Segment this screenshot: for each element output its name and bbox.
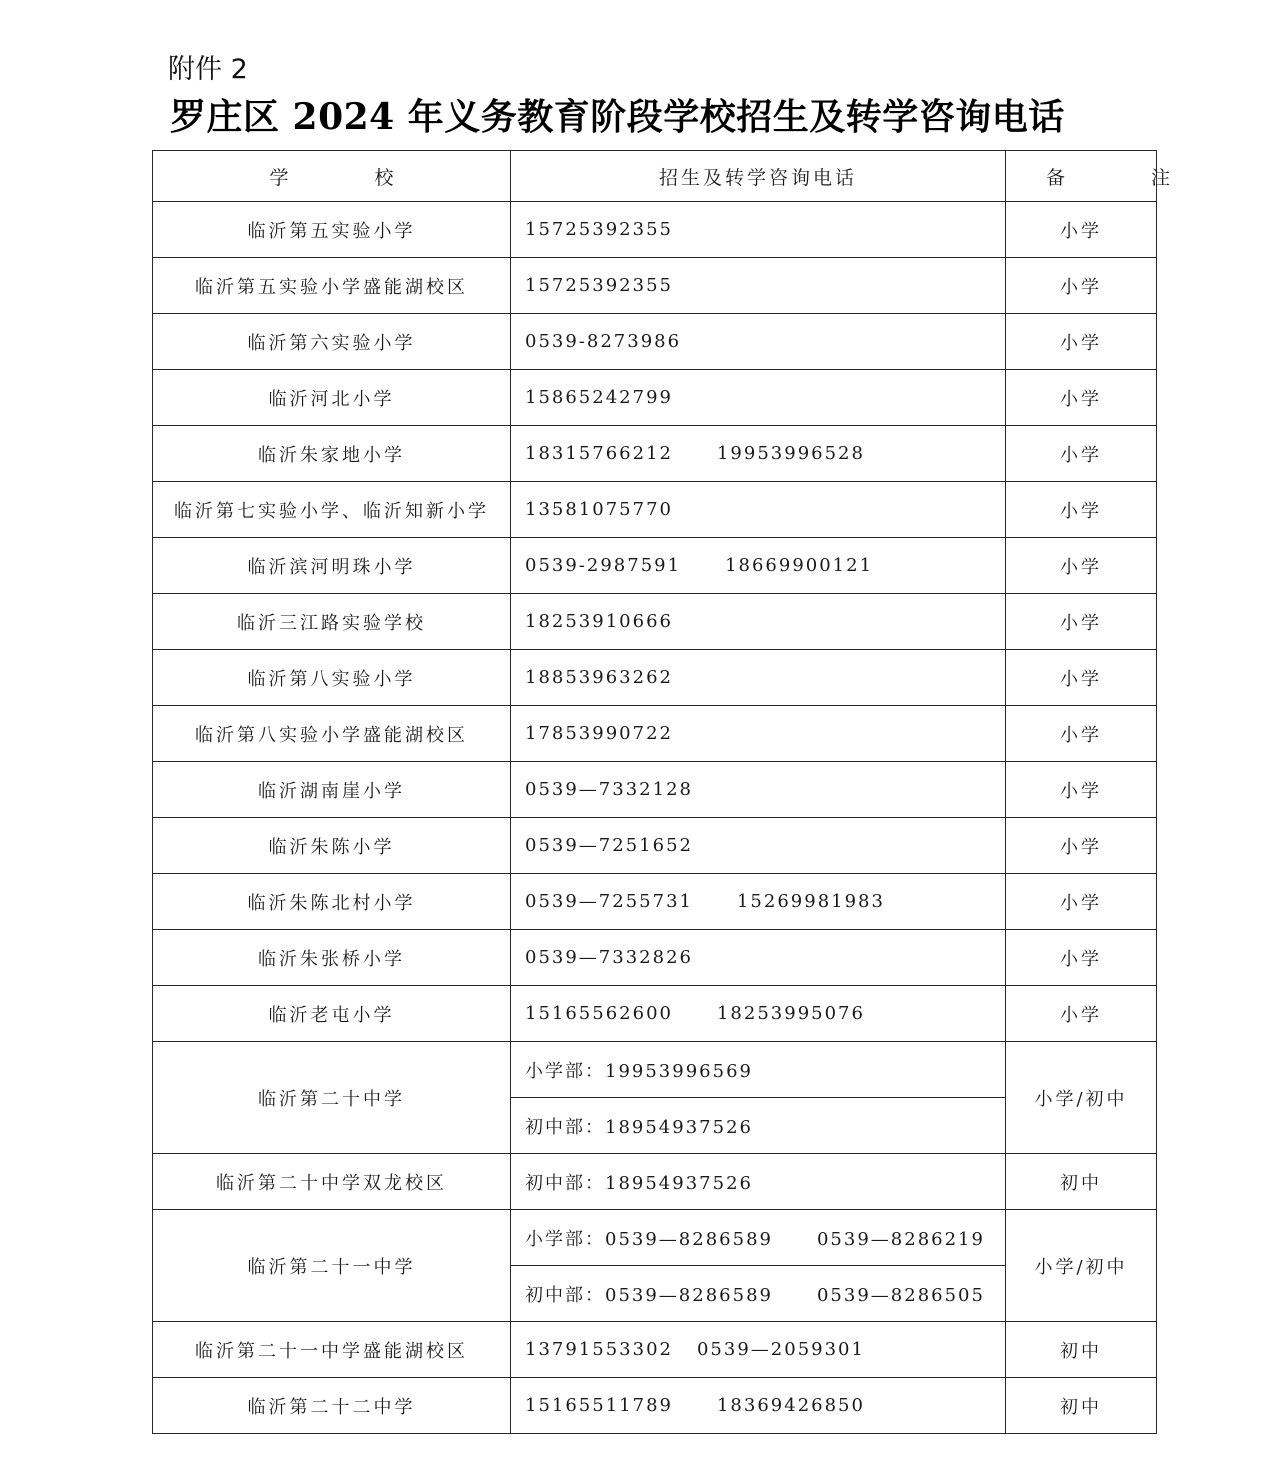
- table-body-secondary: [153, 1042, 1157, 1434]
- school-name: 临沂第五实验小学: [153, 202, 511, 258]
- contact-table-container: [152, 150, 1211, 1434]
- phone-cell: [511, 930, 1006, 986]
- school-name: 临沂第五实验小学盛能湖校区: [153, 258, 511, 314]
- phone-cell: [511, 706, 1006, 762]
- phone-cell: [511, 370, 1006, 426]
- phone-number: 15269981983: [736, 891, 885, 912]
- contact-table: [152, 150, 1211, 1434]
- phone-number: 13791553302: [525, 1339, 673, 1360]
- school-name: 临沂第二十一中学: [153, 1210, 511, 1322]
- phone-number: 0539—7332128: [525, 779, 693, 800]
- phone-number: 15865242799: [525, 387, 673, 408]
- table-row: [153, 426, 1157, 482]
- phone-number: 18253910666: [525, 611, 673, 632]
- note-cell: 初中: [1006, 1154, 1157, 1210]
- phone-label: 初中部：: [525, 1284, 605, 1306]
- note-cell: 小学: [1006, 930, 1157, 986]
- phone-number: 0539-8273986: [525, 331, 682, 352]
- school-name: 临沂三江路实验学校: [153, 594, 511, 650]
- header-school: 学 校: [153, 151, 511, 202]
- phone-number: 18315766212: [525, 443, 673, 464]
- note-cell: 初中: [1006, 1378, 1157, 1434]
- table-row: [153, 1210, 1157, 1266]
- phone-number: 18369426850: [716, 1395, 865, 1416]
- phone-cell: [511, 594, 1006, 650]
- phone-number: 19953996528: [716, 443, 865, 464]
- note-cell: 小学: [1006, 986, 1157, 1042]
- phone-cell: [511, 202, 1006, 258]
- phone-number: 0539—8286589: [605, 1284, 773, 1306]
- table-row: [153, 258, 1157, 314]
- phone-cell: [511, 1042, 1006, 1098]
- school-name: 临沂第七实验小学、临沂知新小学: [153, 482, 511, 538]
- phone-number: 18669900121: [725, 555, 874, 576]
- note-cell: 小学: [1006, 482, 1157, 538]
- phone-number: 0539—7251652: [525, 835, 693, 856]
- phone-cell: [511, 1266, 1006, 1322]
- note-cell: 小学: [1006, 874, 1157, 930]
- note-cell: 小学: [1006, 594, 1157, 650]
- phone-cell: [511, 482, 1006, 538]
- table-row: [153, 1322, 1157, 1378]
- table-row: [153, 202, 1157, 258]
- note-cell: 小学/初中: [1006, 1042, 1157, 1154]
- phone-cell: [511, 314, 1006, 370]
- school-name: 临沂朱陈北村小学: [153, 874, 511, 930]
- note-cell: 小学: [1006, 426, 1157, 482]
- phone-label: 小学部：: [525, 1060, 605, 1082]
- note-cell: 初中: [1006, 1322, 1157, 1378]
- school-name: 临沂第八实验小学: [153, 650, 511, 706]
- phone-number: 0539—8286505: [816, 1284, 985, 1306]
- school-name: 临沂朱家地小学: [153, 426, 511, 482]
- table-row: [153, 986, 1157, 1042]
- phone-number: 18954937526: [605, 1116, 753, 1138]
- phone-cell: [511, 1378, 1006, 1434]
- phone-number: 15165511789: [525, 1395, 673, 1416]
- phone-cell: [511, 1210, 1006, 1266]
- phone-cell: [511, 538, 1006, 594]
- table-row: [153, 482, 1157, 538]
- table-row: [153, 538, 1157, 594]
- school-name: 临沂湖南崖小学: [153, 762, 511, 818]
- phone-number: 18853963262: [525, 667, 673, 688]
- phone-cell: [511, 762, 1006, 818]
- phone-label: 初中部：: [525, 1116, 605, 1138]
- phone-number: 0539—8286219: [816, 1228, 985, 1250]
- table-row: [153, 1378, 1157, 1434]
- school-name: 临沂第八实验小学盛能湖校区: [153, 706, 511, 762]
- phone-number: 19953996569: [605, 1060, 753, 1082]
- phone-number: 15725392355: [525, 219, 673, 240]
- note-cell: 小学: [1006, 258, 1157, 314]
- note-cell: 小学: [1006, 650, 1157, 706]
- school-name: 临沂第二十中学: [153, 1042, 511, 1154]
- table-body: [153, 202, 1157, 1042]
- document-title: 罗庄区 2024 年义务教育阶段学校招生及转学咨询电话: [170, 96, 1065, 138]
- note-cell: 小学: [1006, 538, 1157, 594]
- phone-number: 0539—7332826: [525, 947, 693, 968]
- table-row: [153, 874, 1157, 930]
- note-cell: 小学: [1006, 818, 1157, 874]
- phone-label: 小学部：: [525, 1228, 605, 1250]
- table-row: [153, 650, 1157, 706]
- school-name: 临沂河北小学: [153, 370, 511, 426]
- table-row: [153, 762, 1157, 818]
- note-cell: 小学: [1006, 314, 1157, 370]
- school-name: 临沂滨河明珠小学: [153, 538, 511, 594]
- phone-label: 初中部：: [525, 1172, 605, 1194]
- table-row: [153, 930, 1157, 986]
- phone-cell: [511, 874, 1006, 930]
- note-cell: 小学: [1006, 706, 1157, 762]
- school-name: 临沂朱张桥小学: [153, 930, 511, 986]
- school-name: 临沂朱陈小学: [153, 818, 511, 874]
- header-phone: 招生及转学咨询电话: [511, 151, 1006, 202]
- table-row: [153, 818, 1157, 874]
- phone-cell: [511, 650, 1006, 706]
- phone-cell: [511, 1322, 1006, 1378]
- table-header-row: [153, 151, 1157, 202]
- phone-number: 0539-2987591: [525, 555, 682, 576]
- school-name: 临沂老屯小学: [153, 986, 511, 1042]
- phone-number: 13581075770: [525, 499, 673, 520]
- table-row: [153, 370, 1157, 426]
- table-row: [153, 706, 1157, 762]
- phone-number: 0539—2059301: [696, 1339, 865, 1360]
- note-cell: 小学/初中: [1006, 1210, 1157, 1322]
- school-name: 临沂第二十一中学盛能湖校区: [153, 1322, 511, 1378]
- table-row: [153, 1154, 1157, 1210]
- phone-cell: [511, 986, 1006, 1042]
- phone-number: 18253995076: [716, 1003, 865, 1024]
- school-name: 临沂第二十二中学: [153, 1378, 511, 1434]
- phone-cell: [511, 1154, 1006, 1210]
- note-cell: 小学: [1006, 202, 1157, 258]
- phone-number: 0539—7255731: [525, 891, 693, 912]
- note-cell: 小学: [1006, 762, 1157, 818]
- table-row: [153, 314, 1157, 370]
- phone-cell: [511, 258, 1006, 314]
- phone-number: 0539—8286589: [605, 1228, 773, 1250]
- table-row: [153, 1042, 1157, 1098]
- note-cell: 小学: [1006, 370, 1157, 426]
- phone-cell: [511, 426, 1006, 482]
- phone-number: 17853990722: [525, 723, 673, 744]
- phone-cell: [511, 1098, 1006, 1154]
- phone-number: 15165562600: [525, 1003, 673, 1024]
- phone-cell: [511, 818, 1006, 874]
- table-row: [153, 594, 1157, 650]
- phone-number: 15725392355: [525, 275, 673, 296]
- school-name: 临沂第六实验小学: [153, 314, 511, 370]
- school-name: 临沂第二十中学双龙校区: [153, 1154, 511, 1210]
- header-note: 备 注: [1006, 151, 1157, 202]
- phone-number: 18954937526: [605, 1172, 753, 1194]
- attachment-label: 附件 2: [168, 54, 248, 85]
